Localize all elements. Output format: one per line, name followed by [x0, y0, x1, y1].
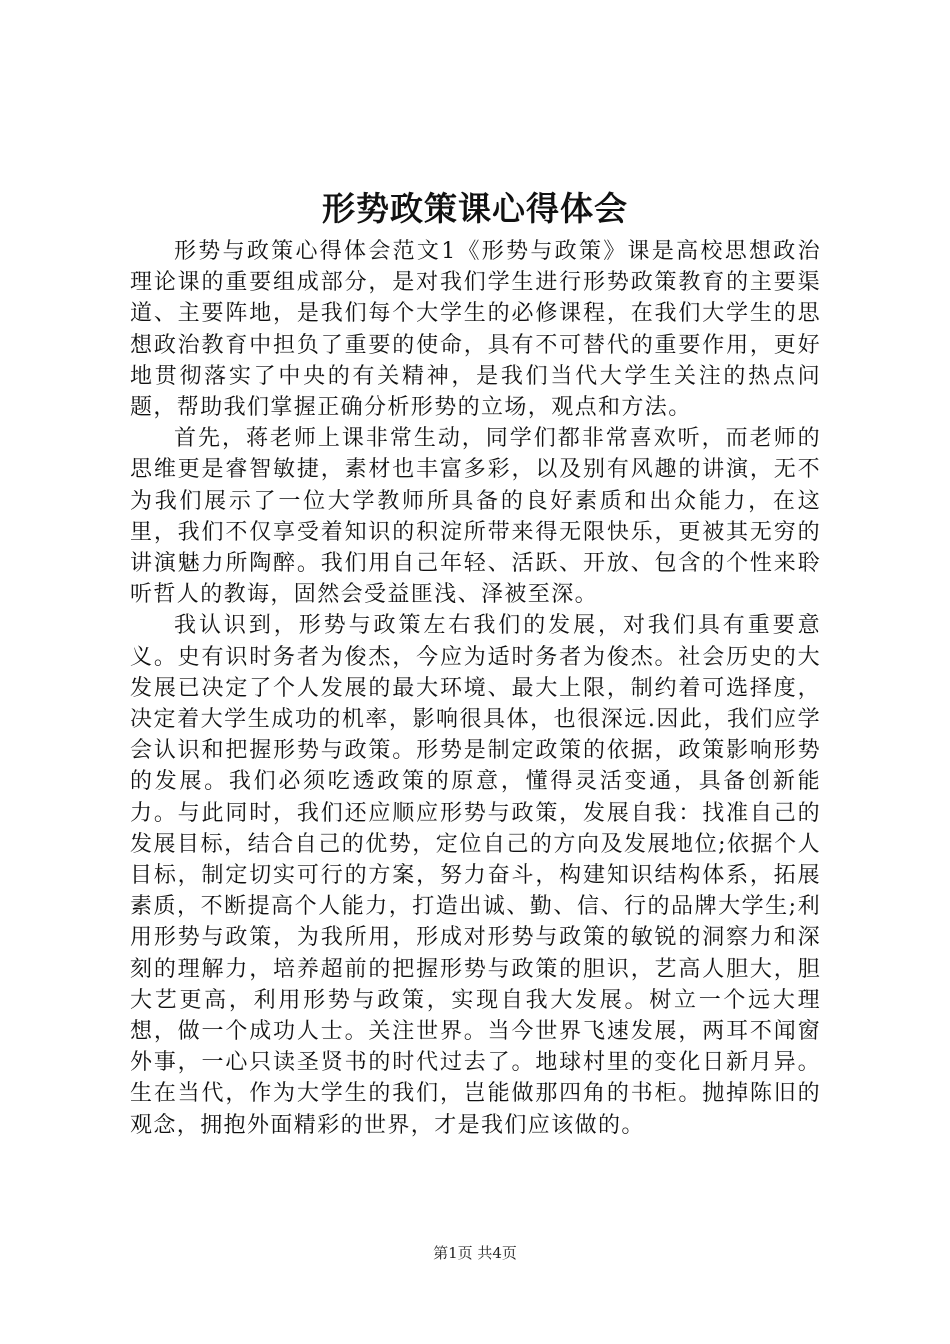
paragraph-2: 首先，蒋老师上课非常生动，同学们都非常喜欢听，而老师的思维更是睿智敏捷，素材也丰富多彩，以及别有风趣的讲演，无不为我们展示了一位大学教师所具备的良好素质和出众能力，在这里，我们不仅享受着知识的积淀所带来得无限快乐，更被其无穷的讲演魅力所陶醉。我们用自己年轻、活跃、开放、包含的个性来聆听哲人的教诲，固然会受益匪浅、泽被至深。	[130, 426, 821, 608]
paragraph-3: 我认识到，形势与政策左右我们的发展，对我们具有重要意义。史有识时务者为俊杰，今应为适时务者为俊杰。社会历史的大发展已决定了个人发展的最大环境、最大上限，制约着可选择度，决定着大学生成功的机率，影响很具体，也很深远.因此，我们应学会认识和把握形势与政策。形势是制定政策的依据，政策影响形势的发展。我们必须吃透政策的原意，懂得灵活变通，具备创新能力。与此同时，我们还应顺应形势与政策，发展自我：找准自己的发展目标，结合自己的优势，定位自己的方向及发展地位;依据个人目标，制定切实可行的方案，努力奋斗，构建知识结构体系，拓展素质，不断提高个人能力，打造出诚、勤、信、行的品牌大学生;利用形势与政策，为我所用，形成对形势与政策的敏锐的洞察力和深刻的理解力，培养超前的把握形势与政策的胆识，艺高人胆大，胆大艺更高，利用形势与政策，实现自我大发展。树立一个远大理想，做一个成功人士。关注世界。当今世界飞速发展，两耳不闻窗外事，一心只读圣贤书的时代过去了。地球村里的变化日新月异。生在当代，作为大学生的我们，岂能做那四角的书柜。抛掉陈旧的观念，拥抱外面精彩的世界，才是我们应该做的。	[130, 613, 821, 1138]
document-title: 形势政策课心得体会	[322, 189, 628, 228]
paragraph-1: 形势与政策心得体会范文1《形势与政策》课是高校思想政治理论课的重要组成部分，是对我们学生进行形势政策教育的主要渠道、主要阵地，是我们每个大学生的必修课程，在我们大学生的思想政治教育中担负了重要的使命，具有不可替代的重要作用，更好地贯彻落实了中央的有关精神，是我们当代大学生关注的热点问题，帮助我们掌握正确分析形势的立场，观点和方法。	[130, 239, 821, 421]
document-body	[130, 236, 821, 1141]
page-number: 第1页 共4页	[433, 1244, 517, 1262]
